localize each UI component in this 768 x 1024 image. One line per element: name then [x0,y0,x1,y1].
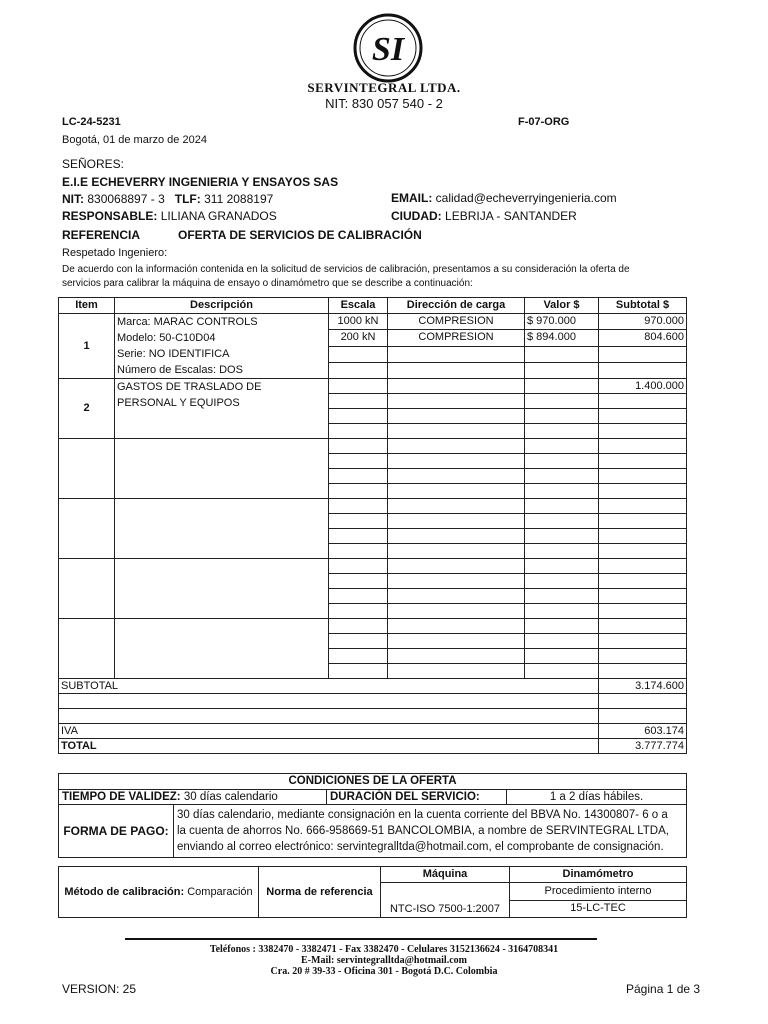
footer-line: Teléfonos : 3382470 - 3382471 - Fax 3382470 - Celulares 3152136624 - 3164708341 [209,944,559,955]
nit-label: NIT: [62,192,84,206]
items-table [58,297,687,754]
cell-valor: $ 970.000 [525,314,599,330]
iva-value: 603.174 [599,724,687,739]
header-escala: Escala [329,298,388,314]
cell-subtotal: 804.600 [599,330,687,346]
footer-contact [0,944,768,977]
item-description [115,314,329,379]
total-value: 3.777.774 [599,739,687,754]
table-row [59,694,687,709]
referencia-value: OFERTA DE SERVICIOS DE CALIBRACIÓN [178,228,422,242]
item-number: 1 [59,314,115,379]
iva-label: IVA [59,724,599,739]
validez-cell [59,790,327,805]
tlf-value: 311 2088197 [204,192,274,206]
table-row [59,314,687,330]
item-description [115,379,329,439]
metodo-cell [59,867,259,918]
table-header-row [59,298,687,314]
desc-line: Serie: NO IDENTIFICA [117,348,230,360]
cell-direccion: COMPRESION [388,314,525,330]
subtotal-label: SUBTOTAL [59,679,599,694]
maquina-header: Máquina [381,867,510,883]
cell-escala: 1000 kN [329,314,388,330]
client-responsable [62,209,277,223]
desc-line: PERSONAL Y EQUIPOS [117,397,240,409]
norma-label: Norma de referencia [259,867,381,918]
header-subtotal: Subtotal $ [599,298,687,314]
dinamometro-header: Dinamómetro [510,867,687,883]
cell-escala: 200 kN [329,330,388,346]
table-row [59,559,687,574]
header-item: Item [59,298,115,314]
date: Bogotá, 01 de marzo de 2024 [62,134,207,146]
dinamometro-line1: Procedimiento interno [510,883,687,901]
footer-line: Cra. 20 # 39-33 - Oficina 301 - Bogotá D.C. Colombia [270,966,498,977]
version: VERSION: 25 [62,982,137,996]
pago-line: la cuenta de ahorros No. 666-958669-51 BANCOLOMBIA, a nombre de SERVINTEGRAL LTDA, [177,825,669,837]
desc-line: Marca: MARAC CONTROLS [117,316,258,328]
cell-valor: $ 894.000 [525,330,599,346]
greeting: Respetado Ingeniero: [62,247,168,259]
header-valor: Valor $ [525,298,599,314]
table-row [59,379,687,394]
responsable-value: LILIANA GRANADOS [160,209,277,223]
conditions-table [58,773,687,858]
metodo-value: Comparación [187,885,253,898]
conditions-title: CONDICIONES DE LA OFERTA [59,774,687,790]
duracion-value: 1 a 2 días hábiles. [507,790,687,805]
desc-line: Número de Escalas: DOS [117,364,243,376]
client-name: E.I.E ECHEVERRY INGENIERIA Y ENSAYOS SAS [62,175,339,189]
client-ciudad [391,209,577,223]
subtotal-row [59,679,687,694]
pago-line: enviando al correo electrónico: servintegralltda@hotmail.com, el comprobante de consignación. [177,841,664,853]
metodo-label: Método de calibración: [64,885,185,898]
intro-line-1: De acuerdo con la información contenida en la solicitud de servicios de calibración, presentamos a su consideración la oferta de [62,264,630,275]
pago-text [174,805,687,858]
footer-divider [125,938,597,940]
table-row [59,439,687,454]
responsable-label: RESPONSABLE: [62,209,158,223]
nit-value: 830068897 - 3 [87,192,165,206]
validez-label: TIEMPO DE VALIDEZ: [62,791,181,803]
cell-subtotal: 970.000 [599,314,687,330]
header-direccion: Dirección de carga [388,298,525,314]
dinamometro-line2: 15-LC-TEC [510,900,687,918]
iva-row [59,724,687,739]
desc-line: Modelo: 50-C10D04 [117,332,216,344]
total-row [59,739,687,754]
tlf-label: TLF: [174,192,201,206]
page-number: Página 1 de 3 [626,982,701,996]
logo-text: SI [371,31,405,68]
company-name: SERVINTEGRAL LTDA. [307,80,461,95]
company-nit: NIT: 830 057 540 - 2 [325,96,443,111]
maquina-value: NTC-ISO 7500-1:2007 [381,883,510,918]
cell-direccion: COMPRESION [388,330,525,346]
table-row [59,619,687,634]
table-row [59,499,687,514]
email-label: EMAIL: [391,191,433,205]
referencia-label: REFERENCIA [62,228,141,242]
pago-line: 30 días calendario, mediante consignación en la cuenta corriente del BBVA No. 14300807- 6 o a [177,809,668,821]
item-number: 2 [59,379,115,439]
subtotal-value: 3.174.600 [599,679,687,694]
doc-number: LC-24-5231 [62,116,121,128]
pago-label: FORMA DE PAGO: [59,805,174,858]
validez-value: 30 días calendario [183,791,278,803]
intro-line-2: servicios para calibrar la máquina de ensayo o dinamómetro que se describe a continuación: [62,278,473,289]
client-email [391,191,617,205]
desc-line: GASTOS DE TRASLADO DE [117,381,262,393]
ciudad-label: CIUDAD: [391,209,442,223]
total-label: TOTAL [59,739,599,754]
table-row [59,709,687,724]
email-value: calidad@echeverryingenieria.com [435,191,617,205]
footer-line: E-Mail: servintegralltda@hotmail.com [301,955,467,966]
client-nit [62,192,273,206]
form-code: F-07-ORG [518,116,570,128]
method-table [58,866,687,918]
company-logo [352,12,424,84]
salutation: SEÑORES: [62,157,125,171]
duracion-label: DURACIÓN DEL SERVICIO: [327,790,507,805]
header-descripcion: Descripción [115,298,329,314]
ciudad-value: LEBRIJA - SANTANDER [445,209,577,223]
cell-subtotal: 1.400.000 [599,379,687,394]
